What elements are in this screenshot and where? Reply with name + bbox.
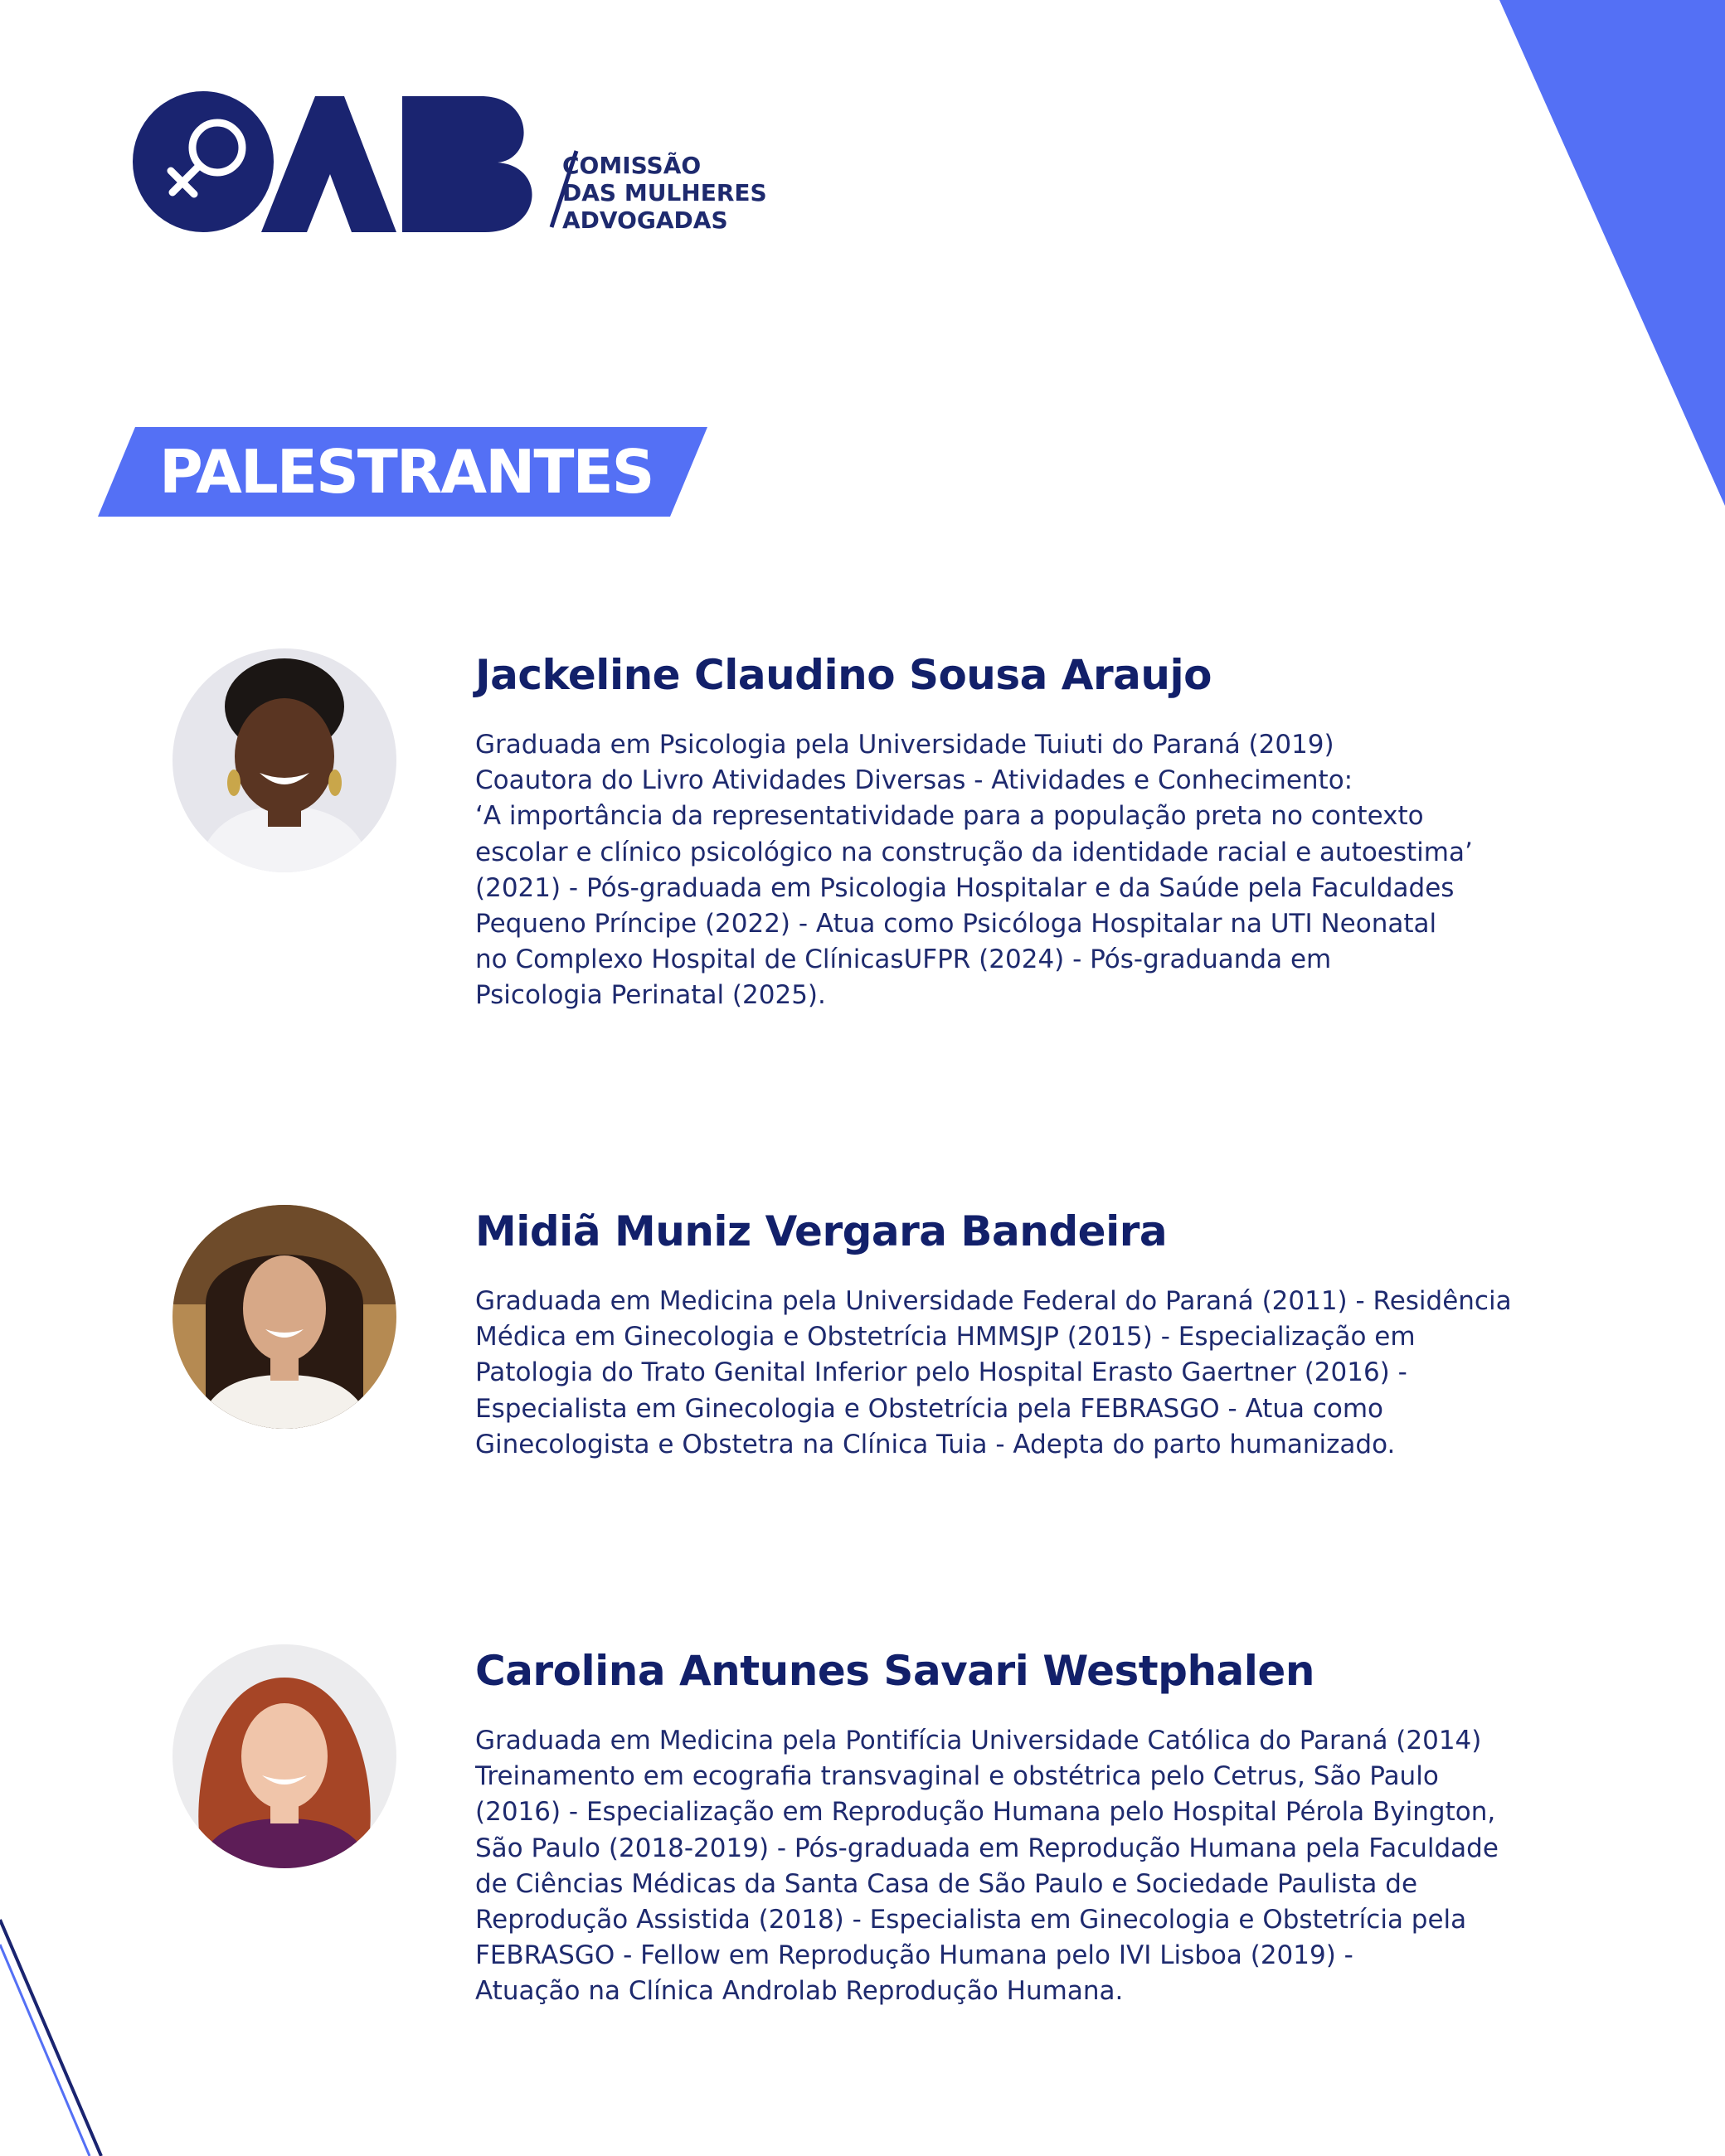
logo-subtitle	[562, 152, 767, 234]
bio-line: Graduada em Psicologia pela Universidade Tuiuti do Paraná (2019)	[475, 730, 1334, 760]
bio-line: de Ciências Médicas da Santa Casa de São Paulo e Sociedade Paulista de	[475, 1868, 1418, 1899]
speaker-photo	[172, 648, 396, 872]
bio-line: Reprodução Assistida (2018) - Especialista em Ginecologia e Obstetrícia pela	[475, 1905, 1467, 1935]
bio-line: FEBRASGO - Fellow em Reprodução Humana pelo IVI Lisboa (2019) -	[475, 1940, 1353, 1971]
speaker-bio	[475, 1723, 1611, 2010]
speaker-name: Carolina Antunes Savari Westphalen	[475, 1647, 1314, 1695]
bio-line: ‘A importância da representatividade para a população preta no contexto	[475, 801, 1424, 832]
logo-letter-a	[261, 96, 396, 232]
bio-line: escolar e clínico psicológico na construção da identidade racial e autoestima’	[475, 837, 1473, 867]
speaker-name: Jackeline Claudino Sousa Araujo	[475, 651, 1212, 699]
bio-line: Patologia do Trato Genital Inferior pelo Hospital Erasto Gaertner (2016) -	[475, 1357, 1407, 1388]
bio-line: Graduada em Medicina pela Pontifícia Universidade Católica do Paraná (2014)	[475, 1726, 1482, 1755]
diagonal-line-navy	[0, 1920, 101, 2156]
bio-line: Treinamento em ecografia transvaginal e obstétrica pelo Cetrus, São Paulo	[475, 1761, 1439, 1792]
diagonal-line-blue	[0, 1945, 90, 2156]
section-title: PALESTRANTES	[159, 437, 654, 507]
bio-line: Pequeno Príncipe (2022) - Atua como Psicóloga Hospitalar na UTI Neonatal	[475, 909, 1437, 940]
bio-line: Graduada em Medicina pela Universidade Federal do Paraná (2011) - Residência	[475, 1286, 1512, 1316]
bio-line: no Complexo Hospital de ClínicasUFPR (2024) - Pós-graduanda em	[475, 944, 1332, 975]
bio-line: Médica em Ginecologia e Obstetrícia HMMSJP (2015) - Especialização em	[475, 1322, 1416, 1352]
logo-subtitle-line: DAS MULHERES	[562, 179, 767, 206]
bio-line: São Paulo (2018-2019) - Pós-graduada em Reprodução Humana pela Faculdade	[475, 1833, 1499, 1863]
speaker-bio	[475, 1284, 1611, 1463]
bio-line: (2016) - Especialização em Reprodução Humana pelo Hospital Pérola Byington,	[475, 1797, 1496, 1828]
logo-subtitle-line: ADVOGADAS	[562, 206, 728, 234]
bio-line: Ginecologista e Obstetra na Clínica Tuia - Adepta do parto humanizado.	[475, 1429, 1396, 1459]
bio-line: Psicologia Perinatal (2025).	[475, 980, 826, 1011]
speaker-name: Midiã Muniz Vergara Bandeira	[475, 1207, 1168, 1255]
bio-line: (2021) - Pós-graduada em Psicologia Hospitalar e da Saúde pela Faculdades	[475, 872, 1455, 903]
bio-line: Especialista em Ginecologia e Obstetrícia pela FEBRASGO - Atua como	[475, 1393, 1384, 1424]
bio-line: Coautora do Livro Atividades Diversas - Atividades e Conhecimento:	[475, 765, 1353, 796]
speaker-photo	[172, 1205, 396, 1429]
bio-line: Atuação na Clínica Androlab Reprodução Humana.	[475, 1976, 1124, 2007]
speaker-bio	[475, 727, 1611, 1014]
corner-triangle	[1499, 0, 1725, 506]
speaker-photo	[172, 1644, 396, 1868]
logo-letter-b	[402, 96, 532, 232]
logo-circle	[133, 91, 274, 232]
logo-subtitle-line: COMISSÃO	[562, 152, 702, 179]
